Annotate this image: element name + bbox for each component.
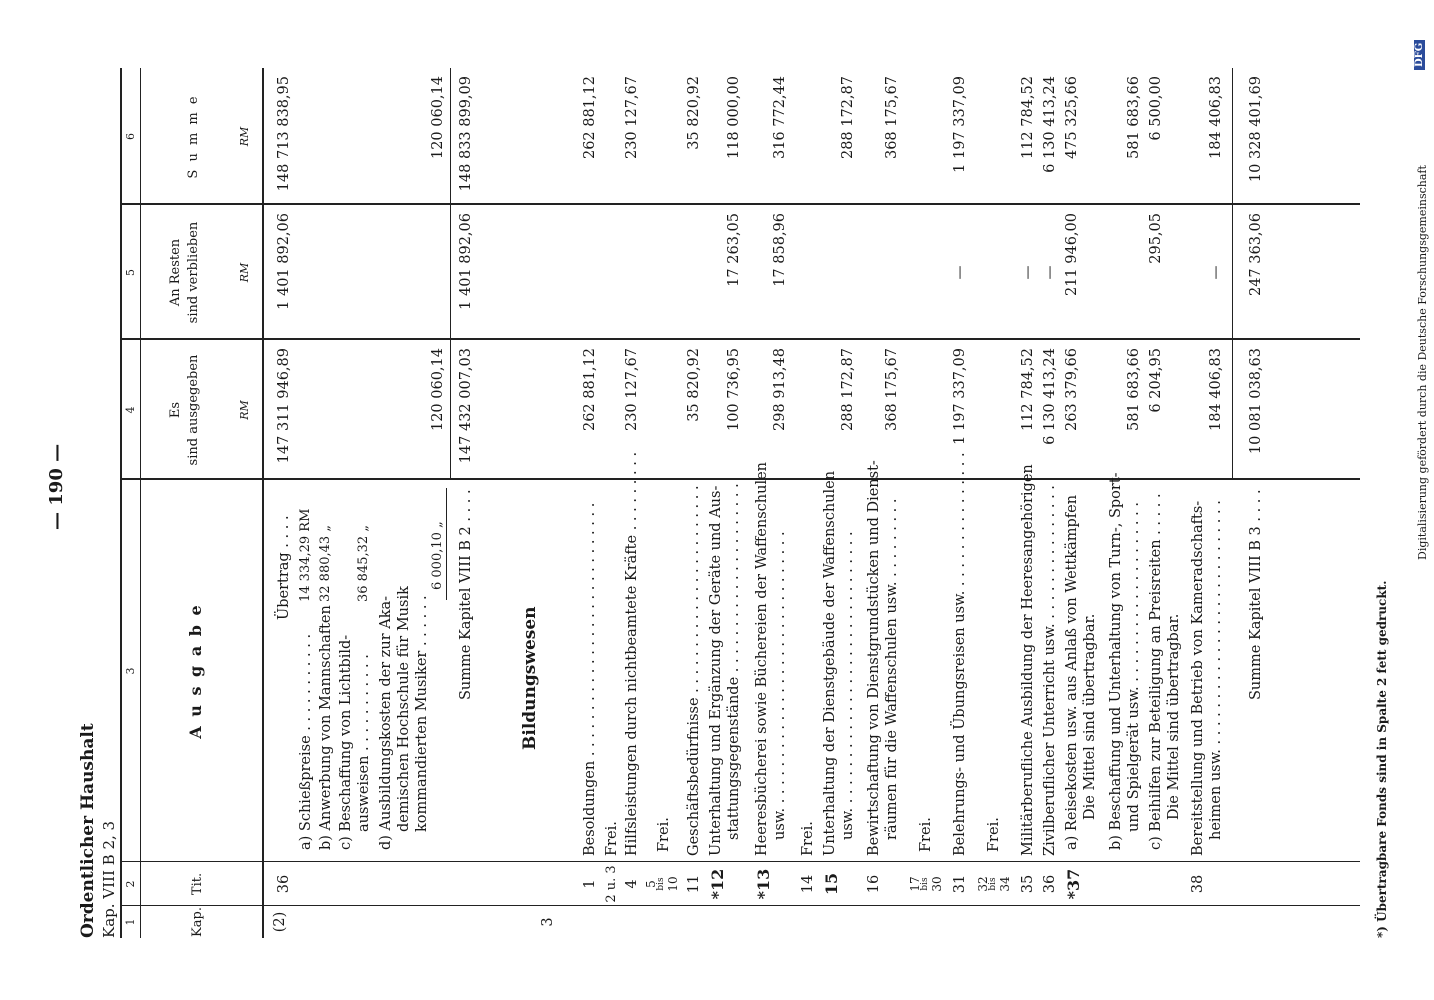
kap-3: 3 xyxy=(540,917,556,927)
tit-31: 31 xyxy=(952,874,968,894)
tit-36-kap2: 36 xyxy=(276,874,292,894)
row-38-label-1: Bereitstellung und Betrieb von Kameradschafts- xyxy=(1190,500,1206,856)
row-4-c6: 230 127,67 xyxy=(624,76,640,160)
row-37c-c4: 6 204,95 xyxy=(1148,348,1164,413)
row-12-c6: 118 000,00 xyxy=(726,76,742,160)
subtotal-rule xyxy=(446,488,447,600)
uebertrag-c4: 147 311 946,89 xyxy=(276,348,292,464)
tit36-c6: 120 060,14 xyxy=(430,76,446,160)
row-37c-label-2: Die Mittel sind übertragbar. xyxy=(1166,613,1182,820)
row-38-c6: 184 406,83 xyxy=(1208,76,1224,160)
colnum-rule xyxy=(140,68,141,938)
sum-b2-c6: 148 833 899,09 xyxy=(458,76,474,192)
digitization-credit: Digitalisierung gefördert durch die Deutsche Forschungsgemeinschaft xyxy=(1416,165,1429,560)
tit-10: 10 xyxy=(666,876,680,892)
tit-32: 32 xyxy=(976,876,990,892)
row-12-c5: 17 263,05 xyxy=(726,213,742,287)
header-col4-line2: sind ausgegeben xyxy=(186,354,201,466)
row-5-10-label: Frei. xyxy=(656,817,672,852)
row-37b-c6: 581 683,66 xyxy=(1126,76,1142,160)
anwerbung-label: b) Anwerbung von Mannschaften xyxy=(318,605,334,850)
colnum-6: 6 xyxy=(124,133,137,140)
uebertrag-label: Übertrag . . . . xyxy=(276,515,292,620)
tit-36: 36 xyxy=(1042,874,1058,894)
tit-30: 30 xyxy=(930,876,944,892)
tit-17-bis: bis xyxy=(920,877,930,891)
tit-35: 35 xyxy=(1020,874,1036,894)
uebertrag-c6: 148 713 838,95 xyxy=(276,76,292,192)
header-col5-line1: An Resten xyxy=(168,238,183,307)
row-35-c4: 112 784,52 xyxy=(1020,348,1036,432)
row-37a-label-2: Die Mittel sind übertragbar. xyxy=(1082,613,1098,820)
row-17-30-label: Frei. xyxy=(918,817,934,852)
colnum-4: 4 xyxy=(124,406,137,414)
tit-13: *13 xyxy=(754,868,773,900)
lichtbild-label-1: c) Beschaffung von Lichtbild- xyxy=(338,634,354,850)
row-16-c6: 368 175,67 xyxy=(884,76,900,160)
dfg-logo: DFG xyxy=(1414,40,1425,70)
row-31-label: Belehrungs- und Übungsreisen usw. . . . . . . . . . . . . . . . xyxy=(952,452,968,856)
row-37c-label-1: c) Beihilfen zur Beteiligung an Preisreiten . . . . . xyxy=(1148,493,1164,850)
anwerbung-amount: 32 880,43 „ xyxy=(318,524,333,602)
tit-1: 1 xyxy=(582,879,598,889)
row-31-c4: 1 197 337,09 xyxy=(952,348,968,445)
row-11-c6: 35 820,92 xyxy=(686,76,702,150)
ausbildung-label-3: kommandierten Musiker . . . . . . xyxy=(414,595,430,832)
sum-b3-rule xyxy=(1232,68,1233,480)
row-4-c4: 230 127,67 xyxy=(624,348,640,432)
row-37a-label-1: a) Reisekosten usw. aus Anlaß von Wettkämpfen xyxy=(1064,494,1080,850)
row-37a-c4: 263 379,66 xyxy=(1064,348,1080,432)
row-36-c4: 6 130 413,24 xyxy=(1042,348,1058,445)
colnum-1: 1 xyxy=(124,918,137,926)
footnote: *) Übertragbare Fonds sind in Spalte 2 fett gedruckt. xyxy=(1375,580,1389,938)
tit-38: 38 xyxy=(1190,874,1206,894)
tit-15: 15 xyxy=(822,872,841,896)
row-1-c4: 262 881,12 xyxy=(582,348,598,432)
tit-34: 34 xyxy=(998,876,1012,892)
tit-12: *12 xyxy=(708,868,727,900)
tit-5-bis: bis xyxy=(656,877,666,891)
row-13-label-2: usw. . . . . . . . . . . . . . . . . . . . . . . . . . . . . . . xyxy=(772,531,788,840)
row-38-c4: 184 406,83 xyxy=(1208,348,1224,432)
row-35-c6: 112 784,52 xyxy=(1020,76,1036,160)
header-col5-line2: sind verblieben xyxy=(186,221,201,324)
row-37b-label-2: und Spielgerät usw. . . . . . . . . . . . . . . . . . . . . xyxy=(1126,502,1142,832)
row-13-label-1: Heeresbücherei sowie Büchereien der Waffenschulen xyxy=(754,461,770,856)
row-15-label-2: usw. . . . . . . . . . . . . . . . . . . . . . . . . . . . . . . xyxy=(840,531,856,840)
tit-11: 11 xyxy=(686,874,702,894)
sum-b3-c6: 10 328 401,69 xyxy=(1248,76,1264,183)
row-13-c4: 298 913,48 xyxy=(772,348,788,432)
lichtbild-amount: 36 845,32 „ xyxy=(356,524,371,602)
sum-b2-label: Summe Kapitel VIII B 2 . . . . xyxy=(458,489,474,700)
tit-16: 16 xyxy=(866,874,882,894)
row-37a-c5: 211 946,00 xyxy=(1064,213,1080,297)
row-37c-c5: 295,05 xyxy=(1148,213,1164,264)
tit-2-3: 2 u. 3 xyxy=(604,865,619,903)
header-col6: S u m m e xyxy=(186,94,201,179)
ausbildung-amount: 6 000,10 „ xyxy=(430,521,445,590)
row-32-34-label: Frei. xyxy=(986,817,1002,852)
colnum-3: 3 xyxy=(124,667,137,675)
sum-b3-label: Summe Kapitel VIII B 3 . . . . xyxy=(1248,489,1264,700)
row-1-label: Besoldungen . . . . . . . . . . . . . . . . . . . . . . . . . . . . xyxy=(582,502,598,856)
row-15-c4: 288 172,87 xyxy=(840,348,856,432)
row-11-label: Geschäftsbedürfnisse . . . . . . . . . . . . . . . . . . . . . . . xyxy=(686,485,702,856)
ausbildung-label-1: d) Ausbildungskosten der zur Aka- xyxy=(378,595,394,850)
colnum-2: 2 xyxy=(124,880,137,888)
sum-b3-c4: 10 081 038,63 xyxy=(1248,348,1264,455)
row-15-label-1: Unterhaltung der Dienstgebäude der Waffenschulen xyxy=(822,470,838,856)
uebertrag-c5: 1 401 892,06 xyxy=(276,213,292,310)
schiesspreise-amount: 14 334,29 RM xyxy=(298,508,313,602)
row-36-c6: 6 130 413,24 xyxy=(1042,76,1058,173)
page-title: Ordentlicher Haushalt xyxy=(78,723,98,938)
tit-5: 5 xyxy=(644,880,658,888)
ausbildung-label-2: demischen Hochschule für Musik xyxy=(396,586,412,832)
col-divider-2 xyxy=(120,861,1360,862)
kap-2: (2) xyxy=(272,911,288,933)
row-15-c6: 288 172,87 xyxy=(840,76,856,160)
header-ausgabe: A u s g a b e xyxy=(186,603,205,739)
row-16-label-1: Bewirtschaftung von Dienstgrundstücken und Dienst- xyxy=(866,460,882,856)
row-38-label-2: heimen usw. . . . . . . . . . . . . . . . . . . . . . . . . . . . xyxy=(1208,500,1224,840)
section-bildungswesen: Bildungswesen xyxy=(520,606,540,750)
row-12-label-1: Unterhaltung und Ergänzung der Geräte und Aus- xyxy=(708,485,724,856)
row-36-label: Zivilberuflicher Unterricht usw. . . . . . . . . . . . . . . . xyxy=(1042,485,1058,856)
header-col6-unit: RM xyxy=(238,126,251,147)
row-35-c5: — xyxy=(1020,265,1036,280)
sum-b2-c5: 1 401 892,06 xyxy=(458,213,474,310)
header-kap: Kap. xyxy=(190,907,205,937)
lichtbild-label-2: ausweisen . . . . . . . . . . . xyxy=(356,654,372,832)
table-top-rule xyxy=(120,68,122,938)
row-35-label: Militärberufliche Ausbildung der Heeresangehörigen xyxy=(1020,464,1036,856)
tit-14: 14 xyxy=(800,874,816,894)
row-36-c5: — xyxy=(1042,265,1058,280)
row-1-c6: 262 881,12 xyxy=(582,76,598,160)
row-37a-c6: 475 325,66 xyxy=(1064,76,1080,160)
schiesspreise-label: a) Schießpreise . . . . . . . . . . . xyxy=(298,633,314,850)
col-divider-1 xyxy=(120,905,1360,906)
row-16-label-2: räumen für die Waffenschulen usw. . . . . . . . . . xyxy=(884,498,900,840)
row-11-c4: 35 820,92 xyxy=(686,348,702,422)
row-13-c6: 316 772,44 xyxy=(772,76,788,160)
sum-b3-c5: 247 363,06 xyxy=(1248,213,1264,297)
row-12-label-2: stattungsgegenstände . . . . . . . . . . . . . . . . . . . . . xyxy=(726,483,742,840)
tit36-c4: 120 060,14 xyxy=(430,348,446,432)
colnum-5: 5 xyxy=(124,269,137,276)
row-37b-label-1: b) Beschaffung und Unterhaltung von Turn-, Sport- xyxy=(1108,472,1124,850)
row-2-3-label: Frei. xyxy=(604,821,620,856)
header-col4-unit: RM xyxy=(238,400,251,420)
page-subtitle: Kap. VIII B 2, 3 xyxy=(100,820,118,938)
tit-37: *37 xyxy=(1064,868,1083,900)
header-col4-line1: Es xyxy=(168,401,183,419)
tit-17: 17 xyxy=(908,876,922,892)
row-37c-c6: 6 500,00 xyxy=(1148,76,1164,141)
row-13-c5: 17 858,96 xyxy=(772,213,788,287)
header-tit: Tit. xyxy=(190,872,205,896)
row-38-c5: — xyxy=(1208,265,1224,280)
row-31-c5: — xyxy=(952,265,968,280)
sum-b2-rule xyxy=(450,68,451,480)
header-col5-unit: RM xyxy=(238,262,251,283)
row-4-label: Hilfsleistungen durch nichtbeamtete Kräfte . . . . . . . . . xyxy=(624,451,640,856)
page-number: — 190 — xyxy=(46,443,67,530)
row-16-c4: 368 175,67 xyxy=(884,348,900,432)
tit-4: 4 xyxy=(624,879,640,889)
row-31-c6: 1 197 337,09 xyxy=(952,76,968,173)
sum-b2-c4: 147 432 007,03 xyxy=(458,348,474,464)
header-bottom-rule xyxy=(262,68,264,938)
row-37b-c4: 581 683,66 xyxy=(1126,348,1142,432)
tit-32-bis: bis xyxy=(988,877,998,891)
row-14-label: Frei. xyxy=(800,821,816,856)
row-12-c4: 100 736,95 xyxy=(726,348,742,432)
